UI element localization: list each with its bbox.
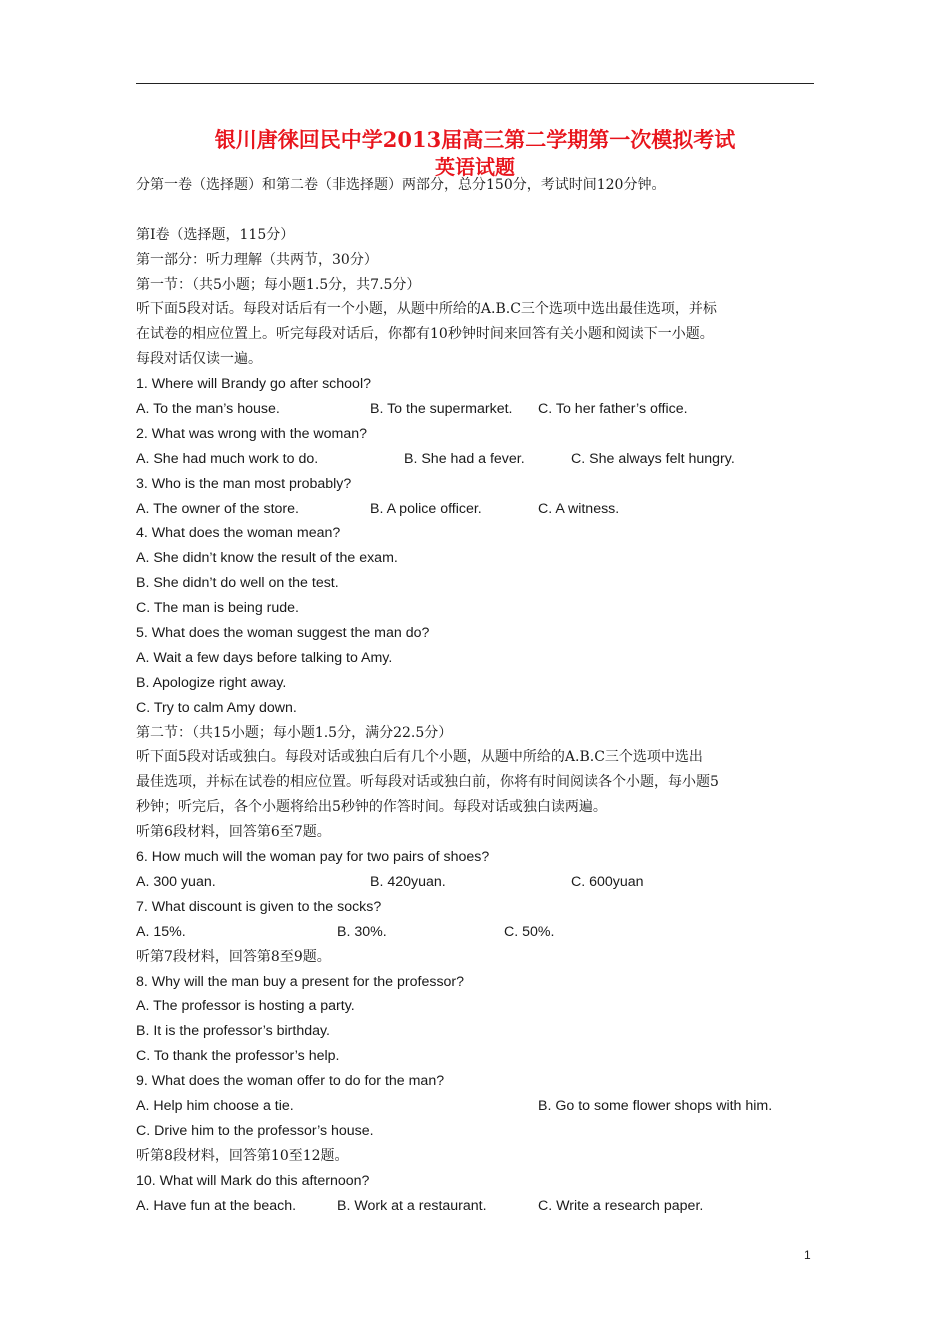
document-body	[136, 173, 816, 1218]
question-2: 2. What was wrong with the woman?	[136, 425, 368, 442]
option-b: B. A police officer.	[370, 500, 482, 517]
option-c: C. To her father’s office.	[538, 401, 688, 418]
part-heading: 第一部分：听力理解（共两节，30分）	[136, 251, 378, 268]
question-7-options	[136, 920, 816, 945]
option-b: B. She had a fever.	[404, 450, 525, 467]
section2-instructions-line: 听下面5段对话或独白。每段对话或独白后有几个小题，从题中所给的A.B.C三个选项中选出	[136, 749, 703, 766]
question-2-options	[136, 447, 816, 472]
section2-heading: 第二节：（共15小题；每小题1.5分，满分22.5分）	[136, 724, 453, 741]
question-6-options	[136, 870, 816, 895]
page-number: 1	[804, 1248, 811, 1262]
question-3-options	[136, 497, 816, 522]
option-a: A. Help him choose a tie.	[136, 1097, 294, 1114]
blank-line	[136, 198, 816, 223]
question-5: 5. What does the woman suggest the man do?	[136, 625, 430, 642]
section1-heading: 第一节：（共5小题；每小题1.5分，共7.5分）	[136, 276, 421, 293]
option-a: A. Have fun at the beach.	[136, 1197, 297, 1214]
question-9-options	[136, 1094, 816, 1119]
exam-title: 银川唐徕回民中学2013届高三第二学期第一次模拟考试	[214, 127, 736, 152]
intro-text: 分第一卷（选择题）和第二卷（非选择题）两部分，总分150分，考试时间120分钟。	[136, 177, 666, 193]
exam-subtitle: 英语试题	[435, 155, 515, 179]
question-6: 6. How much will the woman pay for two pairs of shoes?	[136, 849, 490, 866]
question-8: 8. Why will the man buy a present for the professor?	[136, 973, 465, 990]
option-c: C. A witness.	[538, 500, 620, 517]
section1-instructions-line: 听下面5段对话。每段对话后有一个小题，从题中所给的A.B.C三个选项中选出最佳选项，并标	[136, 301, 717, 318]
option-b: B. Apologize right away.	[136, 674, 287, 691]
question-9: 9. What does the woman offer to do for the man?	[136, 1073, 445, 1090]
option-c: C. Drive him to the professor’s house.	[136, 1122, 374, 1139]
question-3: 3. Who is the man most probably?	[136, 475, 352, 492]
option-c: C. 50%.	[504, 923, 555, 940]
option-b: B. 420yuan.	[370, 873, 446, 890]
section1-instructions-line: 在试卷的相应位置上。听完每段对话后，你都有10秒钟时间来回答有关小题和阅读下一小题。	[136, 326, 714, 343]
section1-instructions-line: 每段对话仅读一遍。	[136, 351, 262, 368]
question-1: 1. Where will Brandy go after school?	[136, 376, 371, 393]
option-a: A. 15%.	[136, 923, 186, 940]
option-c: C. Try to calm Amy down.	[136, 699, 297, 716]
option-c: C. Write a research paper.	[538, 1197, 704, 1214]
option-a: A. She didn’t know the result of the exam.	[136, 550, 398, 567]
volume-heading: 第I卷（选择题，115分）	[136, 226, 295, 243]
option-b: B. It is the professor’s birthday.	[136, 1023, 330, 1040]
question-10-options	[136, 1194, 816, 1219]
section2-instructions-line: 秒钟；听完后，各个小题将给出5秒钟的作答时间。每段对话或独白读两遍。	[136, 799, 607, 816]
option-a: A. To the man’s house.	[136, 401, 280, 418]
option-b: B. 30%.	[337, 923, 387, 940]
material-6-heading: 听第6段材料，回答第6至7题。	[136, 824, 331, 841]
question-7: 7. What discount is given to the socks?	[136, 898, 382, 915]
question-10: 10. What will Mark do this afternoon?	[136, 1172, 370, 1189]
option-b: B. Work at a restaurant.	[337, 1197, 487, 1214]
material-8-heading: 听第8段材料，回答第10至12题。	[136, 1147, 349, 1164]
option-a: A. 300 yuan.	[136, 873, 216, 890]
option-c: C. To thank the professor’s help.	[136, 1048, 340, 1065]
option-a: A. The professor is hosting a party.	[136, 998, 355, 1015]
question-1-options	[136, 397, 816, 422]
option-a: A. She had much work to do.	[136, 450, 319, 467]
option-c: C. The man is being rude.	[136, 600, 299, 617]
option-c: C. 600yuan	[571, 873, 644, 890]
header-rule	[136, 83, 814, 84]
question-4: 4. What does the woman mean?	[136, 525, 341, 542]
option-b: B. She didn’t do well on the test.	[136, 575, 339, 592]
option-b: B. Go to some flower shops with him.	[538, 1097, 773, 1114]
option-a: A. The owner of the store.	[136, 500, 299, 517]
option-c: C. She always felt hungry.	[571, 450, 735, 467]
option-b: B. To the supermarket.	[370, 401, 513, 418]
option-a: A. Wait a few days before talking to Amy.	[136, 649, 393, 666]
section2-instructions-line: 最佳选项，并标在试卷的相应位置。听每段对话或独白前，你将有时间阅读各个小题，每小题5	[136, 774, 719, 791]
material-7-heading: 听第7段材料，回答第8至9题。	[136, 948, 331, 965]
